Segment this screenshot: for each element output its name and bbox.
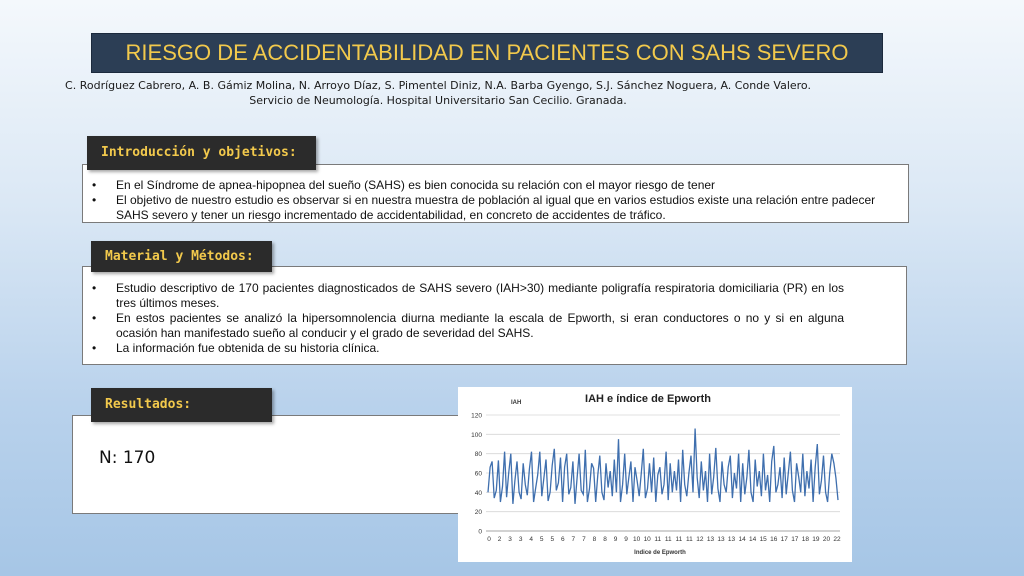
methods-bullet-1: • Estudio descriptivo de 170 pacientes diagnosticados de SAHS severo (IAH>30) mediante poligrafía respiratoria domiciliaria (PR) en los tres últimos meses. bbox=[116, 281, 844, 311]
x-tick-label: 13 bbox=[706, 536, 715, 543]
methods-bullet-2: • En estos pacientes se analizó la hipersomnolencia diurna mediante la escala de Epworth, si eran conductores o no y si en alguna ocasión han manifestado sueño al conducir y el grado de severidad del SAHS. bbox=[116, 311, 844, 341]
x-tick-label: 9 bbox=[613, 536, 618, 543]
y-tick-label: 100 bbox=[471, 431, 482, 439]
x-tick-label: 3 bbox=[518, 536, 523, 543]
x-tick-label: 20 bbox=[822, 536, 831, 543]
y-tick-label: 120 bbox=[471, 412, 482, 420]
y-tick-label: 20 bbox=[474, 509, 482, 517]
x-tick-label: 13 bbox=[717, 536, 725, 543]
y-tick-label: 40 bbox=[474, 489, 482, 497]
x-tick-label: 0 bbox=[487, 536, 491, 543]
y-tick-label: 0 bbox=[478, 528, 482, 536]
intro-bullet-1: • En el Síndrome de apnea-hipopnea del sueño (SAHS) es bien conocida su relación con el mayor riesgo de tener bbox=[116, 178, 901, 193]
chart-ylabel: IAH bbox=[511, 400, 522, 406]
chart-svg bbox=[458, 387, 852, 562]
x-tick-label: 22 bbox=[833, 536, 841, 543]
x-tick-label: 16 bbox=[770, 536, 778, 543]
poster-title: RIESGO DE ACCIDENTABILIDAD EN PACIENTES CON SAHS SEVERO bbox=[91, 33, 883, 73]
methods-header: Material y Métodos: bbox=[91, 241, 272, 272]
methods-bullet-3: • La información fue obtenida de su historia clínica. bbox=[116, 341, 844, 356]
x-tick-label: 10 bbox=[643, 536, 651, 543]
x-tick-label: 2 bbox=[497, 536, 502, 543]
x-tick-label: 15 bbox=[759, 536, 767, 543]
x-tick-label: 8 bbox=[592, 536, 597, 543]
results-header: Resultados: bbox=[91, 388, 272, 422]
x-tick-label: 11 bbox=[664, 536, 672, 543]
chart-xlabel: Indice de Epworth bbox=[634, 550, 686, 556]
x-tick-label: 17 bbox=[791, 536, 799, 543]
x-tick-label: 7 bbox=[582, 536, 586, 543]
x-tick-label: 11 bbox=[685, 536, 693, 543]
affiliation-line: Servicio de Neumología. Hospital Universitario San Cecilio. Granada. bbox=[249, 94, 627, 107]
methods-panel bbox=[82, 266, 907, 365]
y-tick-label: 60 bbox=[474, 470, 482, 478]
x-tick-label: 9 bbox=[624, 536, 628, 543]
x-tick-label: 3 bbox=[508, 536, 512, 543]
x-tick-label: 17 bbox=[780, 536, 788, 543]
x-tick-label: 5 bbox=[550, 536, 555, 543]
authors-line: C. Rodríguez Cabrero, A. B. Gámiz Molina, N. Arroyo Díaz, S. Pimentel Diniz, N.A. Barba Gyengo, S.J. Sánchez Noguera, A. Conde Valero. bbox=[65, 79, 811, 92]
sample-size-label: N: 170 bbox=[99, 448, 156, 468]
chart-title: IAH e índice de Epworth bbox=[585, 393, 711, 405]
x-tick-label: 11 bbox=[675, 536, 683, 543]
x-tick-label: 6 bbox=[561, 536, 565, 543]
x-tick-label: 11 bbox=[654, 536, 662, 543]
x-tick-label: 14 bbox=[738, 536, 746, 543]
intro-panel bbox=[82, 164, 909, 223]
intro-header: Introducción y objetivos: bbox=[87, 136, 316, 170]
x-tick-label: 4 bbox=[529, 536, 533, 543]
x-tick-label: 5 bbox=[539, 536, 544, 543]
x-tick-label: 7 bbox=[571, 536, 576, 543]
x-tick-label: 8 bbox=[603, 536, 607, 543]
intro-bullet-2: • El objetivo de nuestro estudio es observar si en nuestra muestra de población al igual que en varios estudios existe una relación entre padecer SAHS severo y tener un riesgo incrementado de accidentabilidad, en concreto de accidentes de tráfico. bbox=[116, 193, 901, 223]
authors-block bbox=[0, 78, 876, 108]
line-chart bbox=[458, 387, 852, 562]
x-tick-label: 12 bbox=[696, 536, 704, 543]
x-tick-label: 18 bbox=[801, 536, 809, 543]
x-tick-label: 13 bbox=[727, 536, 736, 543]
x-tick-label: 19 bbox=[812, 536, 820, 543]
x-tick-label: 14 bbox=[749, 536, 757, 543]
x-tick-label: 10 bbox=[633, 536, 641, 543]
y-tick-label: 80 bbox=[474, 451, 482, 459]
